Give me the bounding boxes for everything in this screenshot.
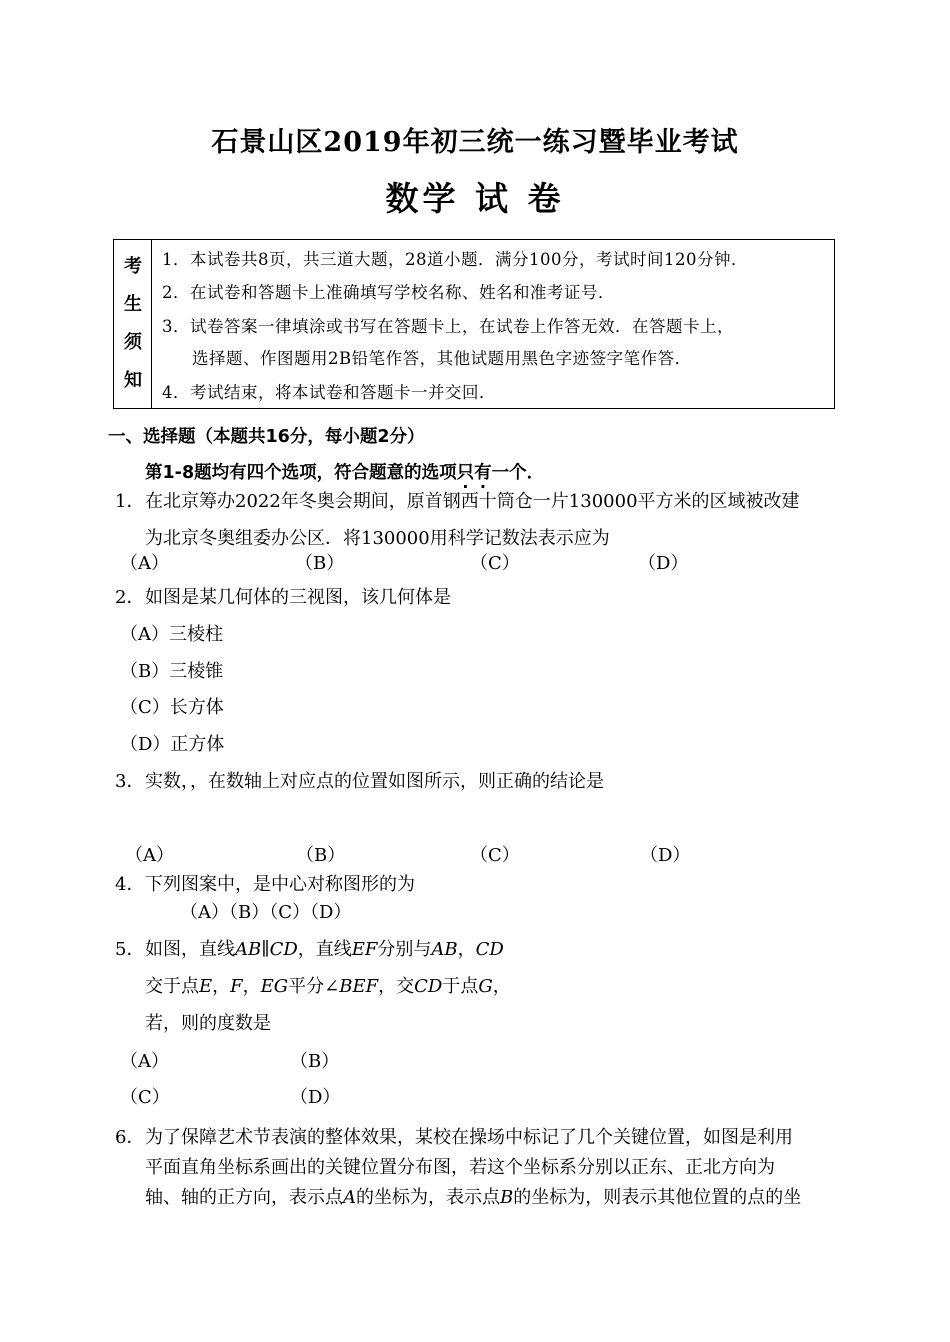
question-stem: 若，则的度数是	[145, 1013, 271, 1034]
notice-label-char: 考	[124, 256, 142, 277]
notice-label-char: 知	[124, 370, 142, 391]
notice-line: 选择题、作图题用2B铅笔作答，其他试题用黑色字迹签字笔作答．	[192, 349, 692, 368]
option: （D）正方体	[120, 734, 225, 755]
option: （A）	[125, 845, 174, 866]
option: （C）	[470, 845, 520, 866]
question-stem: 为北京冬奥组委办公区．将130000用科学记数法表示应为	[145, 528, 610, 549]
option: （A）三棱柱	[120, 624, 223, 645]
option: （A）	[120, 1051, 169, 1072]
notice-box	[113, 239, 835, 409]
option: （D）	[290, 1087, 341, 1108]
math-var: G	[478, 976, 493, 997]
option-row: （A）（B）（C）（D）	[180, 902, 352, 923]
question-number: 2．	[115, 587, 145, 608]
text: 轴、轴的正方向，表示点	[145, 1187, 343, 1208]
text: 的坐标为，表示点	[356, 1187, 500, 1208]
text: ，	[242, 976, 261, 997]
math-var: CD	[414, 976, 443, 997]
text: 平分∠	[288, 976, 340, 997]
text: ∥	[261, 939, 270, 960]
question-stem	[145, 972, 511, 998]
notice-label-char: 生	[124, 294, 142, 315]
question-number: 1．	[115, 491, 145, 512]
notice-line: 1．本试卷共8页，共三道大题，28道小题．满分100分，考试时间120分钟．	[162, 250, 748, 269]
question-number: 4．	[115, 874, 145, 895]
instruction-text: 第1-8题均有四个选项，符合题意的选项	[145, 463, 457, 483]
notice-line: 4．考试结束，将本试卷和答题卡一并交回．	[162, 383, 496, 402]
math-var: CD	[475, 939, 504, 960]
option: （C）	[470, 553, 520, 574]
question-stem: 在北京筹办2022年冬奥会期间，原首钢西十筒仓一片130000平方米的区域被改建	[145, 491, 800, 512]
option: （C）	[120, 1087, 170, 1108]
option: （D）	[640, 845, 691, 866]
option: （D）	[638, 553, 689, 574]
question-number: 6．	[115, 1127, 145, 1148]
text: ，直线	[297, 939, 352, 960]
question-stem: 平面直角坐标系画出的关键位置分布图，若这个坐标系分别以正东、正北方向为	[145, 1157, 775, 1178]
math-var: F	[230, 976, 243, 997]
notice-line: 3．试卷答案一律填涂或书写在答题卡上，在试卷上作答无效．在答题卡上，	[162, 317, 734, 336]
text: ，	[492, 976, 511, 997]
math-var: A	[343, 1187, 356, 1208]
notice-line: 2．在试卷和答题卡上准确填写学校名称、姓名和准考证号．	[162, 283, 615, 302]
section-heading: 一、选择题（本题共16分，每小题2分）	[108, 427, 425, 447]
text: ，	[212, 976, 231, 997]
question-number: 5．	[115, 939, 145, 960]
option: （B）	[290, 1051, 340, 1072]
emphasis-dot-char: 只	[456, 463, 475, 483]
emphasis-dot-char: 有	[474, 463, 492, 483]
math-var: AB	[431, 939, 458, 960]
text: 如图，直线	[145, 939, 235, 960]
math-var: E	[199, 976, 213, 997]
option: （B）	[296, 845, 346, 866]
question-stem: 实数，，在数轴上对应点的位置如图所示，则正确的结论是	[145, 771, 604, 792]
exam-title: 石景山区2019年初三统一练习暨毕业考试	[211, 127, 739, 158]
option: （B）	[295, 553, 345, 574]
option: （A）	[120, 553, 169, 574]
math-var: B	[500, 1187, 514, 1208]
option: （C）长方体	[120, 697, 224, 718]
text: ，交	[378, 976, 415, 997]
section-instruction	[145, 459, 544, 484]
question-stem	[145, 1183, 801, 1209]
instruction-text: 一个．	[491, 463, 545, 483]
text: ，	[457, 939, 476, 960]
option: （B）三棱锥	[120, 661, 224, 682]
question-stem: 下列图案中，是中心对称图形的为	[145, 874, 415, 895]
question-stem: 如图是某几何体的三视图，该几何体是	[145, 587, 451, 608]
math-var: AB	[235, 939, 262, 960]
text: 于点	[442, 976, 479, 997]
question-stem	[145, 935, 504, 961]
math-var: EF	[351, 939, 378, 960]
notice-label-char: 须	[124, 332, 142, 353]
question-stem: 为了保障艺术节表演的整体效果，某校在操场中标记了几个关键位置，如图是利用	[145, 1127, 793, 1148]
math-var: BEF	[339, 976, 379, 997]
math-var: EG	[260, 976, 289, 997]
text: 分别与	[377, 939, 432, 960]
notice-label	[114, 240, 152, 408]
text: 交于点	[145, 976, 199, 997]
exam-subtitle: 数学 试 卷	[385, 179, 565, 218]
question-number: 3．	[115, 771, 145, 792]
text: 的坐标为，则表示其他位置的点的坐	[513, 1187, 802, 1208]
math-var: CD	[269, 939, 298, 960]
